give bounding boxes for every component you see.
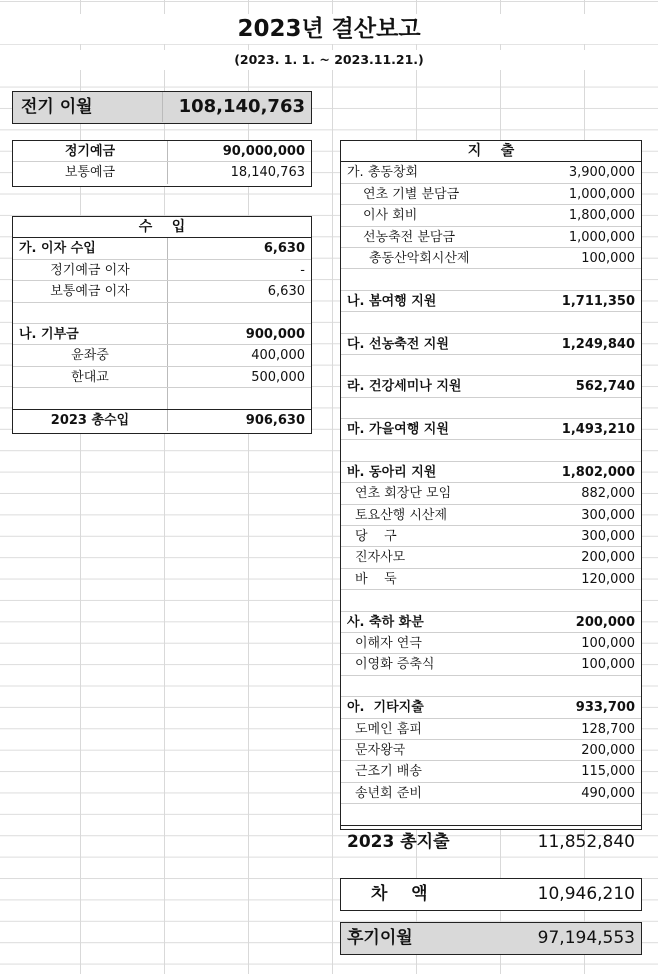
income-item-label: 보통예금 이자 xyxy=(13,281,168,301)
expense-box xyxy=(340,140,642,852)
blank-row xyxy=(13,388,311,409)
income-total-row xyxy=(13,410,311,431)
expense-item-value: 100,000 xyxy=(581,635,635,651)
expense-item-label: 이사 회비 xyxy=(363,208,418,224)
expense-item-value: 200,000 xyxy=(581,742,635,758)
balance-value: 10,946,210 xyxy=(537,884,635,904)
expense-item-row xyxy=(341,227,641,248)
report-title: 2023년 결산보고 xyxy=(0,14,658,44)
blank-row xyxy=(341,269,641,290)
expense-group-label: 나. 봄여행 지원 xyxy=(347,293,437,309)
income-total-label: 2023 총수입 xyxy=(13,410,168,431)
carry-in-label: 전기 이월 xyxy=(13,92,163,122)
expense-item-label: 바 둑 xyxy=(355,571,397,587)
expense-item-label: 문자왕국 xyxy=(355,742,406,758)
deposit-value: 90,000,000 xyxy=(222,144,305,159)
expense-group-row xyxy=(341,334,641,355)
income-group-label: 가. 이자 수입 xyxy=(13,238,168,258)
expense-item-row xyxy=(341,783,641,804)
income-group-value: 6,630 xyxy=(263,241,305,257)
report-period: (2023. 1. 1. ~ 2023.11.21.) xyxy=(0,50,658,70)
expense-item-label: 연초 기별 분담금 xyxy=(363,186,460,202)
income-box xyxy=(12,216,312,434)
expense-header: 지 출 xyxy=(341,141,641,162)
expense-group-row xyxy=(341,376,641,397)
income-group-value: 900,000 xyxy=(245,326,305,342)
income-group-label: 나. 기부금 xyxy=(13,324,168,344)
expense-item-value: 128,700 xyxy=(581,721,635,737)
expense-item-label: 연초 회장단 모임 xyxy=(355,486,452,502)
expense-group-value: 1,802,000 xyxy=(561,464,635,480)
blank-row xyxy=(341,355,641,376)
deposit-label: 보통예금 xyxy=(13,162,168,183)
income-item-label: 윤좌중 xyxy=(13,345,168,365)
blank-row xyxy=(341,440,641,461)
expense-item-label: 근조기 배송 xyxy=(355,764,422,780)
carry-in-box xyxy=(12,91,312,124)
expense-item-row xyxy=(341,547,641,568)
expense-group-value: 562,740 xyxy=(575,379,635,395)
income-item-row xyxy=(13,367,311,388)
expense-group-row xyxy=(341,612,641,633)
income-group-row xyxy=(13,324,311,345)
expense-group-value: 200,000 xyxy=(575,614,635,630)
expense-group-row xyxy=(341,162,641,183)
blank-row xyxy=(341,676,641,697)
expense-item-label: 총동산악회시산제 xyxy=(369,250,470,266)
deposit-value: 18,140,763 xyxy=(230,165,305,181)
expense-total-value: 11,852,840 xyxy=(537,831,635,852)
carry-out-box xyxy=(340,922,642,955)
balance-label: 차 액 xyxy=(371,884,428,904)
expense-item-row xyxy=(341,761,641,782)
expense-item-value: 100,000 xyxy=(581,657,635,673)
income-item-value: 400,000 xyxy=(251,348,305,364)
income-header: 수 입 xyxy=(13,217,311,238)
income-item-value: - xyxy=(300,262,305,278)
expense-item-row xyxy=(341,184,641,205)
expense-group-value: 1,493,210 xyxy=(561,422,635,438)
income-item-row xyxy=(13,260,311,281)
expense-group-value: 933,700 xyxy=(575,700,635,716)
expense-item-row xyxy=(341,654,641,675)
expense-item-row xyxy=(341,719,641,740)
expense-group-label: 마. 가을여행 지원 xyxy=(347,422,449,438)
expense-group-row xyxy=(341,419,641,440)
blank-row xyxy=(341,312,641,333)
expense-group-value: 1,711,350 xyxy=(561,293,635,309)
expense-item-row xyxy=(341,248,641,269)
carry-in-value: 108,140,763 xyxy=(178,96,305,117)
expense-item-row xyxy=(341,505,641,526)
expense-group-label: 가. 총동창회 xyxy=(347,165,419,181)
expense-item-label: 이해자 연극 xyxy=(355,635,422,651)
expense-item-value: 1,000,000 xyxy=(568,186,635,202)
expense-item-value: 1,000,000 xyxy=(568,229,635,245)
expense-item-row xyxy=(341,569,641,590)
blank-row xyxy=(341,590,641,611)
income-group-row xyxy=(13,238,311,259)
expense-group-row xyxy=(341,462,641,483)
expense-item-label: 당 구 xyxy=(355,529,397,545)
blank-row xyxy=(341,804,641,825)
expense-group-row xyxy=(341,291,641,312)
expense-group-label: 다. 선농축전 지원 xyxy=(347,336,449,352)
expense-group-row xyxy=(341,697,641,718)
income-item-row xyxy=(13,281,311,302)
expense-item-label: 토요산행 시산제 xyxy=(355,507,448,523)
expense-item-value: 115,000 xyxy=(581,764,635,780)
deposits-box xyxy=(12,140,312,187)
expense-item-label: 송년회 준비 xyxy=(355,785,422,801)
expense-item-row xyxy=(341,633,641,654)
deposit-label: 정기예금 xyxy=(13,141,168,161)
expense-group-value: 1,249,840 xyxy=(561,336,635,352)
expense-item-value: 300,000 xyxy=(581,507,635,523)
expense-group-label: 라. 건강세미나 지원 xyxy=(347,379,462,395)
income-item-value: 6,630 xyxy=(267,284,305,300)
expense-total-row xyxy=(341,826,641,859)
expense-item-label: 선농축전 분담금 xyxy=(363,229,456,245)
expense-item-label: 도메인 홈피 xyxy=(355,721,422,737)
blank-row xyxy=(341,398,641,419)
expense-group-label: 바. 동아리 지원 xyxy=(347,464,437,480)
blank-row xyxy=(13,303,311,324)
deposit-row xyxy=(13,162,311,183)
income-item-value: 500,000 xyxy=(251,369,305,385)
carry-out-value: 97,194,553 xyxy=(537,928,635,948)
expense-item-row xyxy=(341,526,641,547)
income-item-row xyxy=(13,345,311,366)
expense-item-value: 200,000 xyxy=(581,550,635,566)
expense-total-label: 2023 총지출 xyxy=(347,831,450,852)
expense-item-value: 120,000 xyxy=(581,571,635,587)
expense-group-value: 3,900,000 xyxy=(568,165,635,181)
expense-item-value: 490,000 xyxy=(581,785,635,801)
income-item-label: 한대교 xyxy=(13,367,168,387)
expense-item-value: 882,000 xyxy=(581,486,635,502)
income-item-label: 정기예금 이자 xyxy=(13,260,168,280)
expense-group-label: 아. 기타지출 xyxy=(347,700,424,716)
balance-box xyxy=(340,878,642,911)
carry-out-label: 후기이월 xyxy=(347,928,413,948)
expense-item-label: 진자사모 xyxy=(355,550,406,566)
expense-item-row xyxy=(341,205,641,226)
expense-group-label: 사. 축하 화분 xyxy=(347,614,424,630)
income-total-value: 906,630 xyxy=(245,412,305,428)
expense-item-value: 100,000 xyxy=(581,250,635,266)
deposit-row xyxy=(13,141,311,162)
expense-item-label: 이영화 증축식 xyxy=(355,657,435,673)
expense-item-value: 300,000 xyxy=(581,529,635,545)
expense-item-row xyxy=(341,483,641,504)
expense-item-row xyxy=(341,740,641,761)
expense-item-value: 1,800,000 xyxy=(568,208,635,224)
